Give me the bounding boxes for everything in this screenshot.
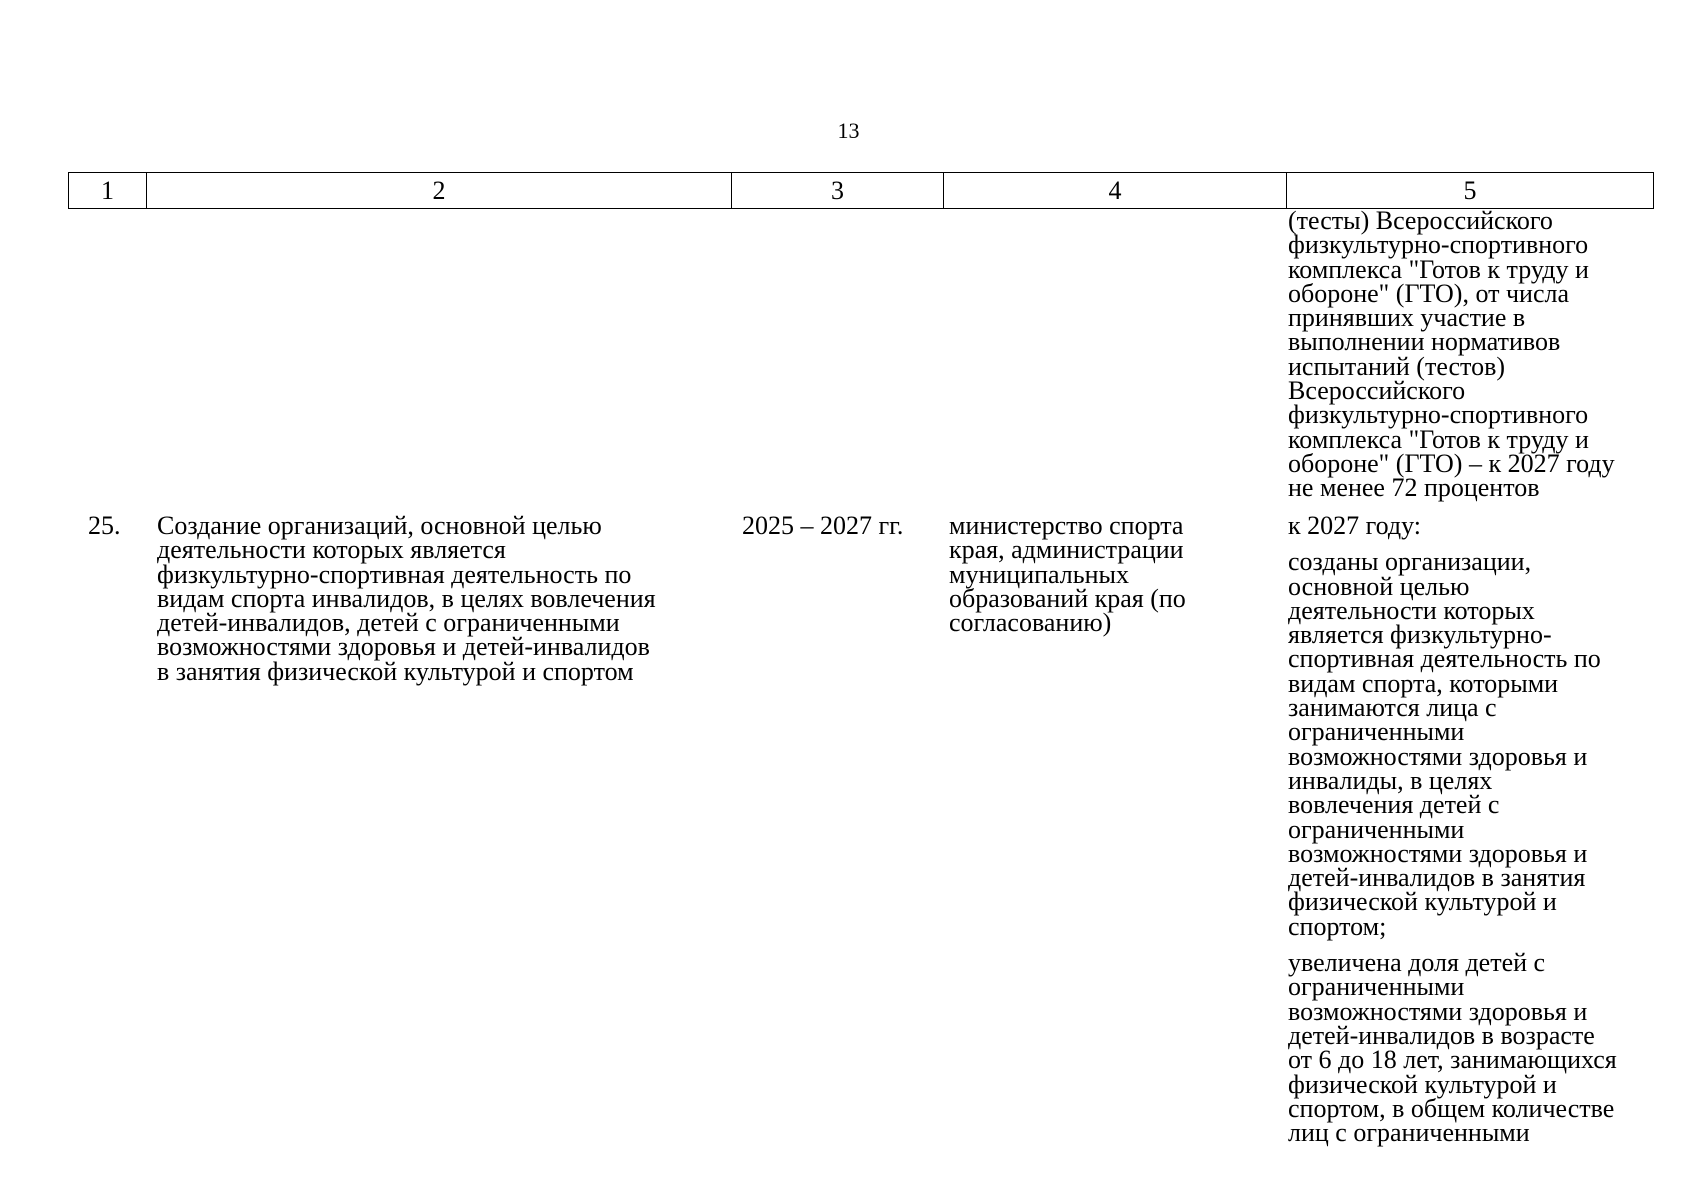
- row-executor: [949, 511, 1249, 638]
- text-line: видам спорта инвалидов, в целях вовлечения: [157, 583, 656, 613]
- text-line: выполнении нормативов: [1288, 327, 1561, 357]
- header-cell-3: 3: [732, 173, 944, 209]
- text-line: края, администрации: [949, 535, 1184, 565]
- text-line: (тесты) Всероссийского: [1288, 206, 1553, 235]
- header-row: [69, 173, 1654, 209]
- text-line: принявших участие в: [1288, 303, 1526, 333]
- text-line: является физкультурно-: [1288, 620, 1552, 650]
- text-line: деятельности которых: [1288, 595, 1535, 625]
- text-line: возможностями здоровья и: [1288, 838, 1588, 868]
- continued-results-cell: [1288, 206, 1656, 503]
- text-line: Всероссийского: [1288, 376, 1466, 406]
- text-line: физкультурно-спортивного: [1288, 400, 1589, 430]
- text-line: министерство спорта: [949, 511, 1184, 540]
- text-line: возможностями здоровья и: [1288, 741, 1588, 771]
- text-line: спортом;: [1288, 911, 1387, 941]
- row-number: 25.: [88, 511, 121, 540]
- text-line: физкультурно-спортивного: [1288, 230, 1589, 260]
- text-line: детей-инвалидов в занятия: [1288, 863, 1586, 893]
- text-line: основной целью: [1288, 571, 1470, 601]
- text-line: детей-инвалидов, детей с ограниченными: [157, 608, 620, 638]
- text-line: Создание организаций, основной целью: [157, 511, 602, 540]
- text-line: образований края (по: [949, 583, 1186, 613]
- result-paragraph-1: [1288, 547, 1656, 941]
- text-line: испытаний (тестов): [1288, 351, 1506, 381]
- row-period: 2025 – 2027 гг.: [742, 511, 904, 540]
- result-paragraph-2: [1288, 948, 1656, 1148]
- text-line: возможностями здоровья и детей-инвалидов: [157, 632, 650, 662]
- text-line: увеличена доля детей с: [1288, 948, 1546, 978]
- text-line: обороне" (ГТО), от числа: [1288, 278, 1570, 308]
- table-header: [68, 172, 1654, 209]
- text-line: спортом, в общем количестве: [1288, 1093, 1615, 1123]
- header-cell-2: 2: [147, 173, 732, 209]
- text-line: муниципальных: [949, 559, 1130, 589]
- text-line: ограниченными: [1288, 717, 1465, 747]
- text-line: созданы организации,: [1288, 547, 1532, 577]
- header-cell-5: 5: [1287, 173, 1654, 209]
- text-line: физической культурой и: [1288, 887, 1557, 917]
- text-line: видам спорта, которыми: [1288, 668, 1559, 698]
- text-line: занимаются лица с: [1288, 693, 1497, 723]
- text-line: обороне" (ГТО) – к 2027 году: [1288, 448, 1615, 478]
- text-line: комплекса "Готов к труду и: [1288, 254, 1589, 284]
- text-line: возможностями здоровья и: [1288, 996, 1588, 1026]
- header-cell-1: 1: [69, 173, 147, 209]
- text-line: физкультурно-спортивная деятельность по: [157, 559, 632, 589]
- text-line: ограниченными: [1288, 814, 1465, 844]
- text-line: ограниченными: [1288, 972, 1465, 1002]
- text-line: инвалиды, в целях: [1288, 765, 1493, 795]
- text-line: в занятия физической культурой и спортом: [157, 656, 634, 686]
- text-line: согласованию): [949, 608, 1112, 638]
- results-intro: к 2027 году:: [1288, 511, 1422, 540]
- text-line: комплекса "Готов к труду и: [1288, 424, 1589, 454]
- page-number: 13: [837, 118, 860, 143]
- header-cell-4: 4: [944, 173, 1287, 209]
- text-line: вовлечения детей с: [1288, 790, 1500, 820]
- text-line: от 6 до 18 лет, занимающихся: [1288, 1045, 1617, 1075]
- text-line: лиц с ограниченными: [1288, 1118, 1530, 1148]
- text-line: детей-инвалидов в возрасте: [1288, 1020, 1595, 1050]
- text-line: не менее 72 процентов: [1288, 473, 1540, 503]
- text-line: деятельности которых является: [157, 535, 506, 565]
- row-description: [157, 511, 717, 686]
- text-line: физической культурой и: [1288, 1069, 1557, 1099]
- row-results: [1288, 511, 1656, 1157]
- text-line: спортивная деятельность по: [1288, 644, 1601, 674]
